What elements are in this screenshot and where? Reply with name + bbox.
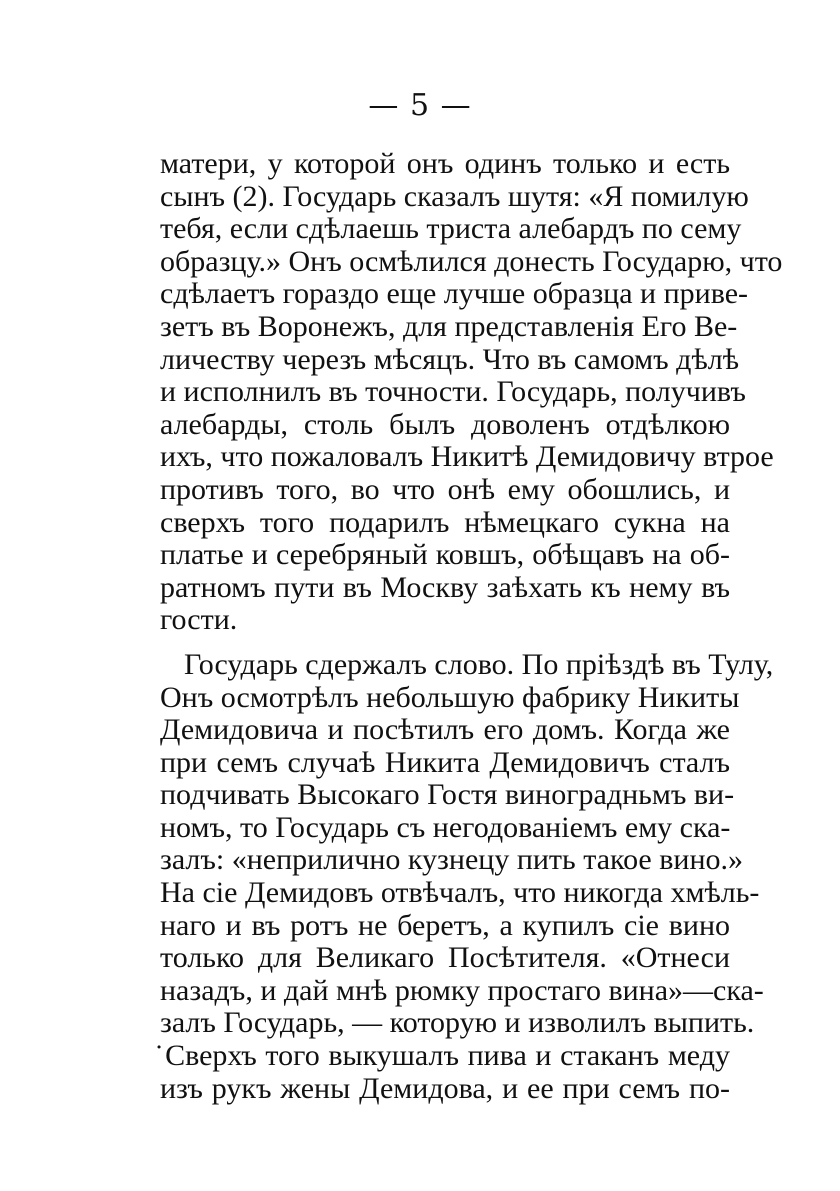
text-line: залъ Государь, — которую и изволилъ выпить. <box>160 1006 755 1040</box>
text-line: противъ того, во что онѣ ему обошлись, и <box>160 472 730 506</box>
page-number: — 5 — <box>368 88 472 123</box>
text-line: тебя, если сдѣлаешь триста алебардъ по сему <box>160 212 742 246</box>
body-text <box>154 147 783 1105</box>
text-line: наго и въ ротъ не беретъ, а купилъ сіе вино <box>160 908 730 942</box>
text-line: залъ: «неприлично кузнецу пить такое вино.» <box>160 843 744 877</box>
text-line: зетъ въ Воронежъ, для представленія Его Ве- <box>160 309 738 343</box>
text-line: платье и серебряный ковшъ, обѣщавъ на об- <box>160 538 730 572</box>
text-line: образцу.» Онъ осмѣлился донесть Государю, что <box>160 244 783 278</box>
text-line: при семъ случаѣ Никита Демидовичъ сталъ <box>160 745 730 779</box>
text-line: На сіе Демидовъ отвѣчалъ, что никогда хмѣль- <box>160 876 760 910</box>
text-line: только для Великаго Посѣтителя. «Отнеси <box>160 941 730 975</box>
text-line: Демидовича и посѣтилъ его домъ. Когда же <box>160 713 730 747</box>
text-line: Онъ осмотрѣлъ небольшую фабрику Никиты <box>160 680 740 714</box>
text-line: алебарды, столь былъ доволенъ отдѣлкою <box>160 407 730 441</box>
text-line: сынъ (2). Государь сказалъ шутя: «Я помилую <box>160 179 749 213</box>
text-line: матери, у которой онъ одинъ только и есть <box>160 147 730 180</box>
text-line: Государь сдержалъ слово. По пріѣздѣ въ Тулу, <box>184 647 774 681</box>
text-line: сверхъ того подарилъ нѣмецкаго сукна на <box>160 505 730 539</box>
text-line: личеству черезъ мѣсяцъ. Что въ самомъ дѣлѣ <box>160 342 739 376</box>
text-line: и исполнилъ въ точности. Государь, получивъ <box>160 375 746 409</box>
text-line: назадъ, и дай мнѣ рюмку простаго вина»—ска- <box>160 973 764 1007</box>
text-line: сдѣлаетъ гораздо еще лучше образца и приве- <box>160 277 749 311</box>
text-line: ихъ, что пожаловалъ Никитѣ Демидовичу втрое <box>160 440 774 474</box>
text-line: подчивать Высокаго Гостя виноградньмъ ви- <box>160 778 735 812</box>
text-line: ратномъ пути въ Москву заѣхать къ нему въ <box>160 570 730 604</box>
text-line: изъ рукъ жены Демидова, и ее при семъ по- <box>160 1071 730 1105</box>
text-line: гости. <box>160 603 238 637</box>
text-line: номъ, то Государь съ негодованіемъ ему ска- <box>160 810 731 844</box>
text-line: ˙Сверхъ того выкушалъ пива и стаканъ меду <box>154 1039 730 1073</box>
